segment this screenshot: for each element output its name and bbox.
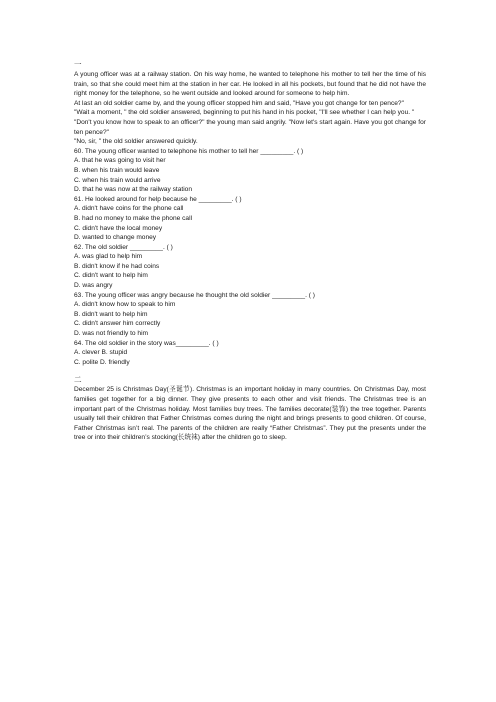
passage-1-paragraph-1: A young officer was at a railway station. On his way home, he wanted to telephone his mother to tell her the time of his train, so that she could meet him at the station in her car. He looked in all his pockets, but found that he did not have the right money for the telephone, so he went outside and looked around for someone to help him. xyxy=(74,71,426,98)
section-2-mark: 二 xyxy=(74,375,82,385)
passage-2-paragraph: December 25 is Christmas Day(圣诞节). Christmas is an important holiday in many countries. On Christmas Day, most families get together for a big dinner. They give presents to each other and visit friends. The Christmas tree is an important part of the Christmas holiday. Most families buy trees. The families decorate(装饰) the tree together. Parents usually tell their children that Father Christmas comes during the night and brings presents to good children. Of course, Father Christmas isn’t real. The parents of the children are really “Father Christmas”. They put the presents under the tree or into their children’s stocking(长统袜) after the children go to sleep. xyxy=(74,386,426,442)
passage-1-paragraph-2: At last an old soldier came by, and the young officer stopped him and said, "Have you got change for ten pence?" xyxy=(74,99,404,107)
question-62-option-c: C. didn't want to help him xyxy=(74,272,148,280)
question-64-options-ab: A. clever B. stupid xyxy=(74,349,128,357)
question-61-option-d: D. wanted to change money xyxy=(74,234,157,242)
question-60-option-d: D. that he was now at the railway station xyxy=(74,186,193,194)
passage-1-paragraph-3: "Wait a moment, " the old soldier answered, beginning to put his hand in his pocket, "I'll see whether I can help you. " xyxy=(74,109,415,117)
document-content xyxy=(74,60,426,443)
question-60-option-b: B. when his train would leave xyxy=(74,166,160,174)
question-62-option-a: A. was glad to help him xyxy=(74,253,143,261)
question-61-option-c: C. didn't have the local money xyxy=(74,224,163,232)
section-1-mark: 一 xyxy=(74,60,82,69)
question-62-option-b: B. didn't know if he had coins xyxy=(74,262,160,270)
question-63-option-d: D. was not friendly to him xyxy=(74,330,149,338)
question-63: 63. The young officer was angry because he thought the old soldier _________. ( ) xyxy=(74,291,315,299)
question-60: 60. The young officer wanted to telephone his mother to tell her _________. ( ) xyxy=(74,147,304,155)
question-64-options-cd: C. polite D. friendly xyxy=(74,358,130,366)
question-64: 64. The old soldier in the story was_________. ( ) xyxy=(74,339,219,347)
question-63-option-b: B. didn't want to help him xyxy=(74,310,148,318)
question-63-option-a: A. didn't know how to speak to him xyxy=(74,301,176,309)
question-62: 62. The old soldier _________. ( ) xyxy=(74,243,173,251)
question-61-option-b: B. had no money to make the phone call xyxy=(74,214,193,222)
question-62-option-d: D. was angry xyxy=(74,282,113,290)
question-63-option-c: C. didn't answer him correctly xyxy=(74,320,161,328)
section-gap xyxy=(74,367,426,375)
question-60-option-c: C. when his train would arrive xyxy=(74,176,161,184)
question-61-option-a: A. didn't have coins for the phone call xyxy=(74,205,184,213)
question-60-option-a: A. that he was going to visit her xyxy=(74,157,166,165)
question-61: 61. He looked around for help because he _________. ( ) xyxy=(74,195,242,203)
passage-1-paragraph-4: "Don't you know how to speak to an officer?" the young man said angrily. "Now let's start again. Have you got change for ten pence?" xyxy=(74,118,426,136)
passage-1-paragraph-5: "No, sir, " the old soldier answered quickly. xyxy=(74,138,198,146)
